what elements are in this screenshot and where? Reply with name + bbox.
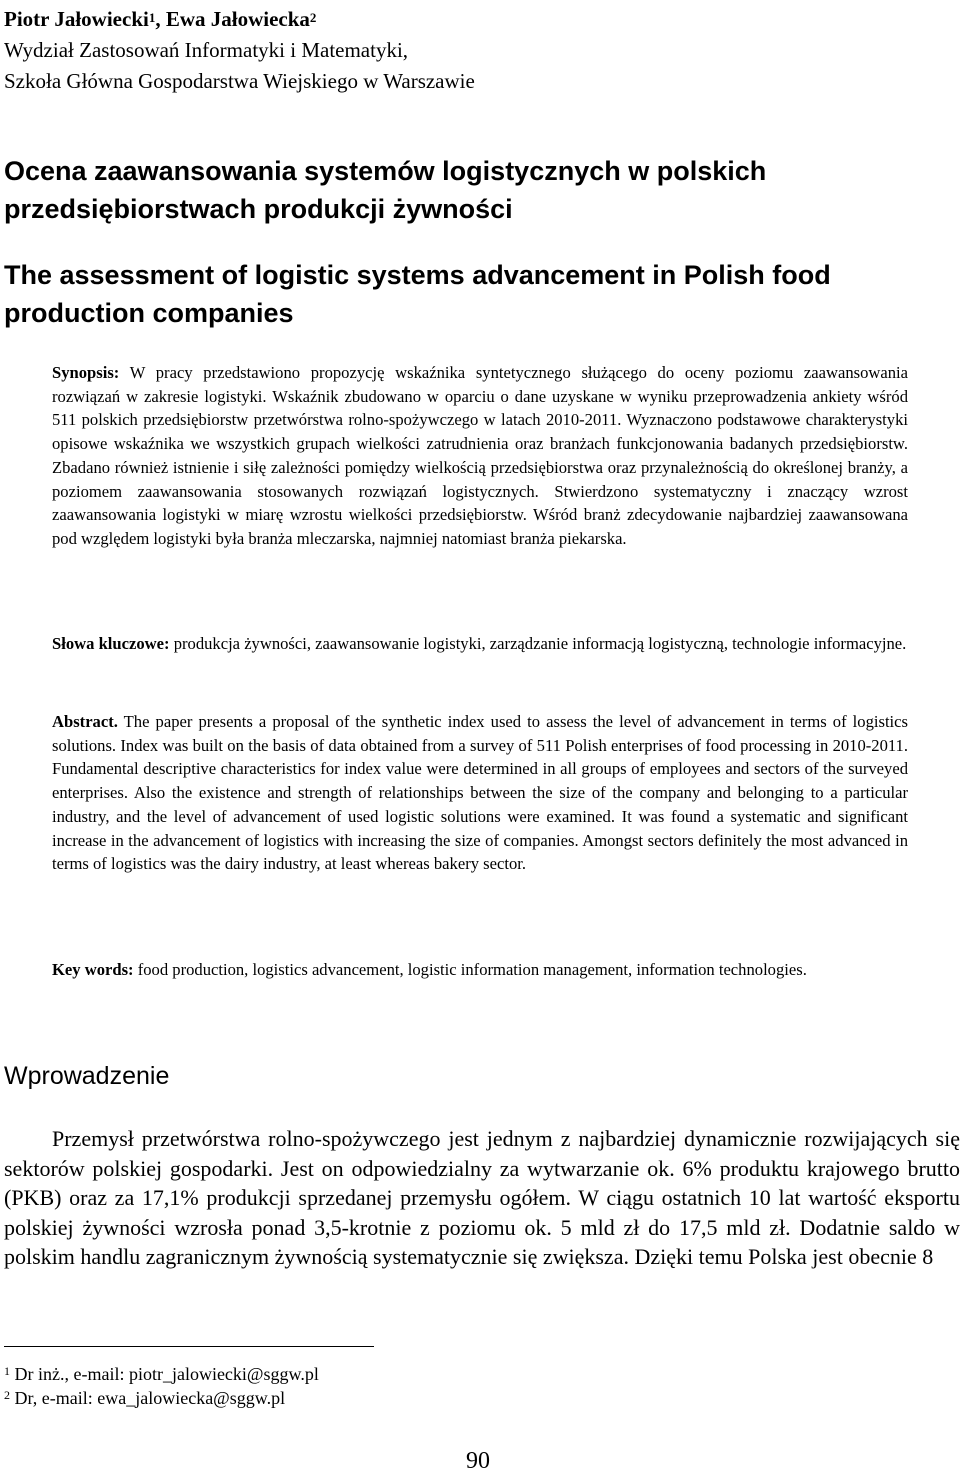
intro-paragraph: Przemysł przetwórstwa rolno-spożywczego jest jednym z najbardziej dynamicznie rozwijających się sektorów polskiej gospodarki. Jest on odpowiedzialny za wytwarzanie ok. 6% produktu krajowego brutto (PKB) oraz za 17,1% produkcji sprzedanej przemysłu ogółem. W ciągu ostatnich 10 lat wartość eksportu polskiej żywności wzrosła ponad 3,5-krotnie z poziomu ok. 5 mld zł do 17,5 mld zł. Dodatnie saldo w polskim handlu zagranicznym żywnością systematycznie się zwiększa. Dzięki temu Polska jest obecnie 8: [4, 1126, 960, 1270]
footnote-2: [4, 1386, 704, 1410]
footnote-1-mark: 1: [4, 1364, 10, 1378]
footnote-1-text: Dr inż., e-mail: piotr_jalowiecki@sggw.pl: [10, 1364, 319, 1384]
author-2-footnote-ref: 2: [309, 10, 317, 25]
footnote-2-text: Dr, e-mail: ewa_jalowiecka@sggw.pl: [10, 1388, 286, 1408]
footnote-separator: [4, 1346, 374, 1347]
synopsis-label: Synopsis:: [52, 363, 120, 382]
abstract-paragraph: [52, 710, 908, 876]
keywords-english-label: Key words:: [52, 960, 134, 979]
footnote-1: [4, 1362, 704, 1386]
abstract-label: Abstract.: [52, 712, 118, 731]
keywords-english-paragraph: [52, 958, 908, 982]
footnotes: [4, 1362, 704, 1410]
keywords-english-text: food production, logistics advancement, logistic information management, information technologies.: [133, 960, 807, 979]
section-heading: Wprowadzenie: [4, 1062, 170, 1090]
synopsis-paragraph: [52, 361, 908, 551]
affiliation-line-2: Szkoła Główna Gospodarstwa Wiejskiego w Warszawie: [4, 69, 475, 93]
abstract-text: The paper presents a proposal of the synthetic index used to assess the level of advancement in terms of logistics solutions. Index was built on the basis of data obtained from a survey of 511 Polish enterprises of food processing in 2010-2011. Fundamental descriptive characteristics for index value were determined in all groups of employees and sectors of the surveyed enterprises. Also the existence and strength of relationships between the size of the company and belonging to a particular industry, and the level of advancement of used logistic solutions were examined. It was found a systematic and significant increase in the advancement of logistics with increasing the size of companies. Amongst sectors definitely the most advanced in terms of logistics was the dairy industry, at least whereas bakery sector.: [52, 712, 908, 874]
author-separator: ,: [155, 7, 166, 31]
keywords-polish-text: produkcja żywności, zaawansowanie logistyki, zarządzanie informacją logistyczną, technologie informacyjne.: [169, 634, 907, 653]
title-english: The assessment of logistic systems advancement in Polish food production companies: [4, 260, 831, 328]
author-1-footnote-ref: 1: [148, 10, 156, 25]
author-block: [4, 4, 944, 97]
synopsis-text: W pracy przedstawiono propozycję wskaźnika syntetycznego służącego do oceny poziomu zaawansowania rozwiązań w zakresie logistyki. Wskaźnik zbudowano w oparciu o dane uzyskane w wyniku przeprowadzenia ankiety wśród 511 polskich przedsiębiorstw przetwórstwa rolno-spożywczego w latach 2010-2011. Wyznaczono podstawowe charakterystyki opisowe wskaźnika we wszystkich grupach wielkości zatrudnienia oraz branżach funkcjonowania badanych przedsiębiorstw. Zbadano również istnienie i siłę zależności pomiędzy wielkością przedsiębiorstwa oraz przynależnością do określonej branży, a poziomem zaawansowania stosowanych rozwiązań logistycznych. Stwierdzono systematyczny i znaczący wzrost zaawansowania logistyki w miarę wzrostu wielkości przedsiębiorstw. Wśród branż zdecydowanie najbardziej zaawansowana pod względem logistyki była branża mleczarska, najmniej natomiast branża piekarska.: [52, 363, 908, 548]
author-1: Piotr Jałowiecki: [4, 7, 149, 31]
footnote-2-mark: 2: [4, 1388, 10, 1402]
keywords-polish-paragraph: [52, 632, 908, 656]
affiliation-line-1: Wydział Zastosowań Informatyki i Matematyki,: [4, 38, 409, 62]
keywords-polish-label: Słowa kluczowe:: [52, 634, 170, 653]
author-2: Ewa Jałowiecka: [165, 7, 310, 31]
title-polish: Ocena zaawansowania systemów logistycznych w polskich przedsiębiorstwach produkcji żywności: [4, 156, 767, 224]
page-number: 90: [466, 1448, 490, 1474]
author-names: [4, 4, 944, 35]
